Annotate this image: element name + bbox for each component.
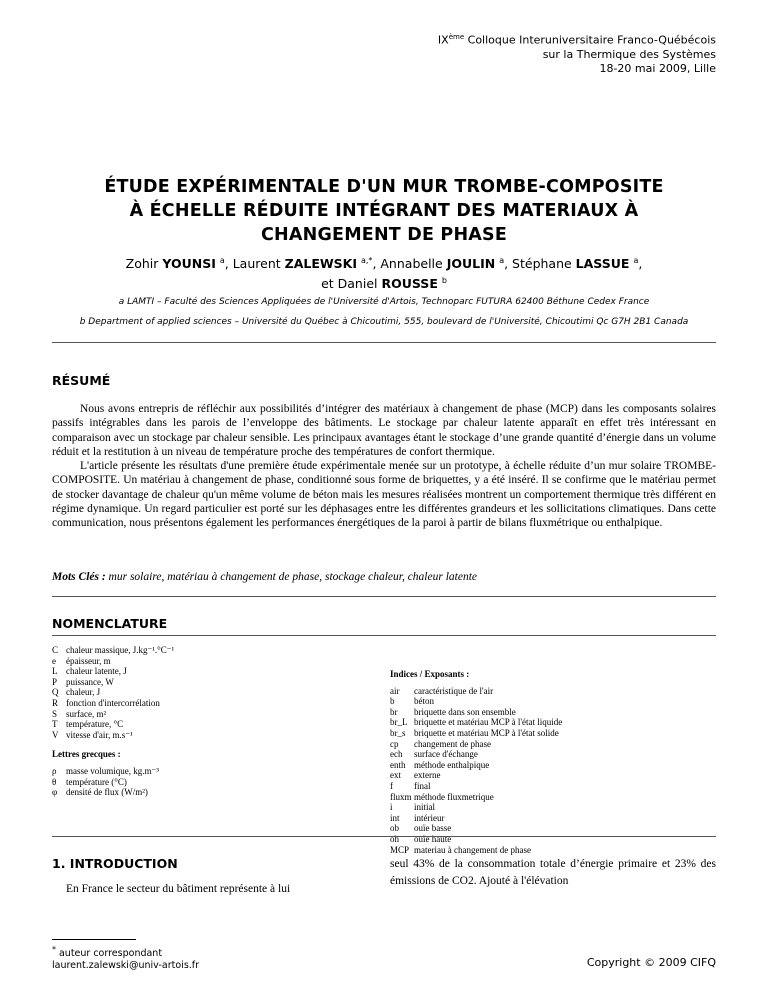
author-last: YOUNSI <box>162 256 216 272</box>
nomenclature-description: changement de phase <box>414 738 491 749</box>
introduction-text-right: seul 43% de la consommation totale d’énergie primaire et 23% des émissions de CO2. Ajouté à l'élévation <box>390 858 716 887</box>
footnote-star: * <box>52 945 56 954</box>
copyright: Copyright © 2009 CIFQ <box>586 956 716 969</box>
nomenclature-symbols <box>52 645 352 798</box>
nomenclature-symbol: L <box>52 666 58 677</box>
abstract-heading: RÉSUMÉ <box>52 373 111 388</box>
nomenclature-symbol: enth <box>390 759 406 770</box>
divider <box>52 635 716 636</box>
nomenclature-description: caractéristique de l'air <box>414 685 494 696</box>
nomenclature-symbol: φ <box>52 787 58 798</box>
author-email-link[interactable]: laurent.zalewski@univ-artois.fr <box>52 960 200 972</box>
nomenclature-symbol: oh <box>390 833 399 844</box>
nomenclature-row <box>52 677 352 688</box>
paper-title: ÉTUDE EXPÉRIMENTALE D'UN MUR TROMBE-COMPOSITE À ÉCHELLE RÉDUITE INTÉGRANT DES MATERIAUX À CHANGEMENT DE PHASE <box>104 177 664 245</box>
footnote <box>52 944 199 972</box>
abstract-paragraph-1: Nous avons entrepris de réfléchir aux possibilités d’intégrer des matériaux à changement de phase (MCP) dans les composants solaires passifs intégrables dans les parois de l’enveloppe des bâtiments. Le stockage par chaleur latente apparaît en effet très intéressant en comparaison avec un stockage par chaleur sensible. Les principaux avantages étant le stockage d’une grande quantité d’énergie dans un volume réduit et la restitution à un niveau de température proche des températures de confort thermique. <box>52 403 716 458</box>
nomenclature-description: vitesse d'air, m.s⁻¹ <box>66 729 133 740</box>
author-sup: a <box>219 256 225 265</box>
nomenclature-symbol: br <box>390 706 398 717</box>
nomenclature-symbol: cp <box>390 738 399 749</box>
nomenclature-row <box>52 656 352 667</box>
nomenclature-row <box>52 787 352 798</box>
nomenclature-row <box>390 823 720 834</box>
header-line1-sup: ème <box>448 33 465 41</box>
nomenclature-symbol: br_L <box>390 717 408 728</box>
header-line2: sur la Thermique des Systèmes <box>542 47 716 61</box>
nomenclature-row <box>390 739 720 750</box>
author-first: , Laurent <box>224 256 285 272</box>
header-line3: 18-20 mai 2009, Lille <box>599 61 716 75</box>
nomenclature-description: briquette et matériau MCP à l'état liquide <box>414 717 563 728</box>
keywords-label: Mots Clés : <box>52 571 106 583</box>
nomenclature-row <box>390 686 720 697</box>
nomenclature-symbol: fluxm <box>390 791 412 802</box>
nomenclature-symbol: i <box>390 802 393 813</box>
nomenclature-symbol: f <box>390 780 393 791</box>
nomenclature-symbol: R <box>52 697 59 708</box>
abstract-body <box>52 402 716 531</box>
footnote-rule <box>52 939 136 940</box>
conference-header <box>438 30 716 76</box>
nomenclature-symbol: ρ <box>52 765 57 776</box>
nomenclature-row <box>390 813 720 824</box>
footnote-label: auteur correspondant <box>55 948 163 960</box>
nomenclature-description: briquette dans son ensemble <box>414 706 516 717</box>
nomenclature-row <box>390 696 720 707</box>
nomenclature-description: final <box>414 780 431 791</box>
nomenclature-description: chaleur, J <box>66 687 101 698</box>
nomenclature-symbol: V <box>52 729 59 740</box>
nomenclature-description: surface d'échange <box>414 749 478 760</box>
nomenclature-row <box>390 781 720 792</box>
nomenclature-description: ouïe haute <box>414 833 452 844</box>
nomenclature-description: fonction d'intercorrélation <box>66 697 160 708</box>
nomenclature-row <box>390 707 720 718</box>
divider <box>52 342 716 343</box>
nomenclature-row <box>390 760 720 771</box>
nomenclature-row <box>390 770 720 781</box>
nomenclature-description: surface, m² <box>66 708 107 719</box>
indices-heading: Indices / Exposants : <box>390 669 470 679</box>
nomenclature-description: chaleur latente, J <box>66 666 127 677</box>
greek-heading: Lettres grecques : <box>52 749 121 760</box>
nomenclature-description: chaleur massique, J.kg⁻¹.°C⁻¹ <box>66 645 175 655</box>
nomenclature-row <box>390 749 720 760</box>
nomenclature-row <box>52 645 352 656</box>
nomenclature-symbol: br_s <box>390 727 406 738</box>
author-first: , Stéphane <box>504 256 576 272</box>
nomenclature-symbol: P <box>52 676 58 687</box>
nomenclature-description: puissance, W <box>66 676 114 687</box>
nomenclature-symbol: θ <box>52 776 57 787</box>
nomenclature-description: méthode fluxmetrique <box>414 791 494 802</box>
nomenclature-description: externe <box>414 770 441 781</box>
nomenclature-row <box>52 730 352 741</box>
affiliation-b: b Department of applied sciences – Université du Québec à Chicoutimi, 555, boulevard de l'Université, Chicoutimi Qc G7H 2B1 Canada <box>79 317 689 327</box>
author-sup: a <box>633 256 639 265</box>
nomenclature-symbol: S <box>52 708 58 719</box>
nomenclature-row <box>390 845 720 856</box>
abstract-paragraph-2: L'article présente les résultats d'une première étude expérimentale menée sur un prototype, à échelle réduite d’un mur solaire TROMBE-COMPOSITE. Un matériau à changement de phase, conditionné sous forme de briquettes, y a été inséré. Il se confirme que le matériau permet de stocker davantage de chaleur qu'un même volume de béton mais les mesures réalisées montrent un comportement thermique très différent en régime dynamique. Un regard particulier est porté sur les déphasages entre les différentes grandeurs et les sollicitations climatiques. Dans cette communication, nous présentons également les performances énergétiques de la paroi à partir de bilans fluxmétrique ou enthalpique. <box>52 460 716 530</box>
nomenclature-row <box>52 687 352 698</box>
nomenclature-row <box>390 717 720 728</box>
nomenclature-description: briquette et matériau MCP à l'état solide <box>414 727 559 738</box>
nomenclature-description: intérieur <box>414 812 445 823</box>
author-last: ZALEWSKI <box>284 256 357 272</box>
nomenclature-description: température (°C) <box>66 776 127 787</box>
nomenclature-row <box>390 728 720 739</box>
nomenclature-row <box>390 802 720 813</box>
nomenclature-description: masse volumique, kg.m⁻³ <box>66 765 159 776</box>
nomenclature-row <box>52 709 352 720</box>
author-last: ROUSSE <box>381 276 438 292</box>
nomenclature-symbol: C <box>52 645 59 655</box>
nomenclature-symbol: air <box>390 685 400 696</box>
nomenclature-row <box>52 666 352 677</box>
author-first: et Daniel <box>321 276 382 292</box>
author-sup: a <box>499 256 505 265</box>
header-line1-prefix: IX <box>437 33 449 47</box>
author-first: Zohir <box>125 256 163 272</box>
nomenclature-description: température, °C <box>66 719 124 730</box>
nomenclature-description: béton <box>414 696 434 707</box>
divider <box>52 596 716 597</box>
introduction-text-left: En France le secteur du bâtiment représente à lui <box>66 883 291 895</box>
author-sup: b <box>441 276 447 286</box>
nomenclature-description: épaisseur, m <box>66 655 111 666</box>
nomenclature-row <box>52 777 352 788</box>
nomenclature-symbol: e <box>52 655 56 666</box>
nomenclature-symbol: MCP <box>390 844 410 855</box>
author-list <box>60 252 708 292</box>
nomenclature-symbol: ext <box>390 770 401 781</box>
nomenclature-symbol: b <box>390 696 395 707</box>
introduction-heading: 1. INTRODUCTION <box>52 856 178 871</box>
header-line1-rest: Colloque Interuniversitaire Franco-Québécois <box>464 33 716 47</box>
nomenclature-symbol: T <box>52 719 58 730</box>
nomenclature-symbol: ob <box>390 823 399 834</box>
author-last: JOULIN <box>446 256 496 272</box>
nomenclature-description: méthode enthalpique <box>414 759 490 770</box>
nomenclature-row <box>52 766 352 777</box>
nomenclature-symbol: ech <box>390 749 403 760</box>
author-first: , Annabelle <box>372 256 447 272</box>
nomenclature-row <box>390 792 720 803</box>
nomenclature-symbol: int <box>390 812 400 823</box>
nomenclature-symbol: Q <box>52 687 59 698</box>
affiliation-a: a LAMTI – Faculté des Sciences Appliquées de l'Université d'Artois, Technoparc FUTURA 62400 Béthune Cedex France <box>118 297 650 307</box>
nomenclature-indices <box>390 669 720 855</box>
nomenclature-row <box>52 719 352 730</box>
nomenclature-description: ouïe basse <box>414 823 452 834</box>
author-last: LASSUE <box>575 256 630 272</box>
nomenclature-description: materiau à changement de phase <box>414 844 531 855</box>
divider <box>52 836 716 837</box>
author-sup: a,* <box>360 256 373 265</box>
nomenclature-description: densité de flux (W/m²) <box>66 787 148 798</box>
keywords-text: mur solaire, matériau à changement de phase, stockage chaleur, chaleur latente <box>105 571 478 583</box>
nomenclature-row <box>52 698 352 709</box>
nomenclature-description: initial <box>414 802 435 813</box>
author-separator: , <box>638 256 643 272</box>
keywords <box>52 571 716 583</box>
nomenclature-heading: NOMENCLATURE <box>52 616 168 631</box>
